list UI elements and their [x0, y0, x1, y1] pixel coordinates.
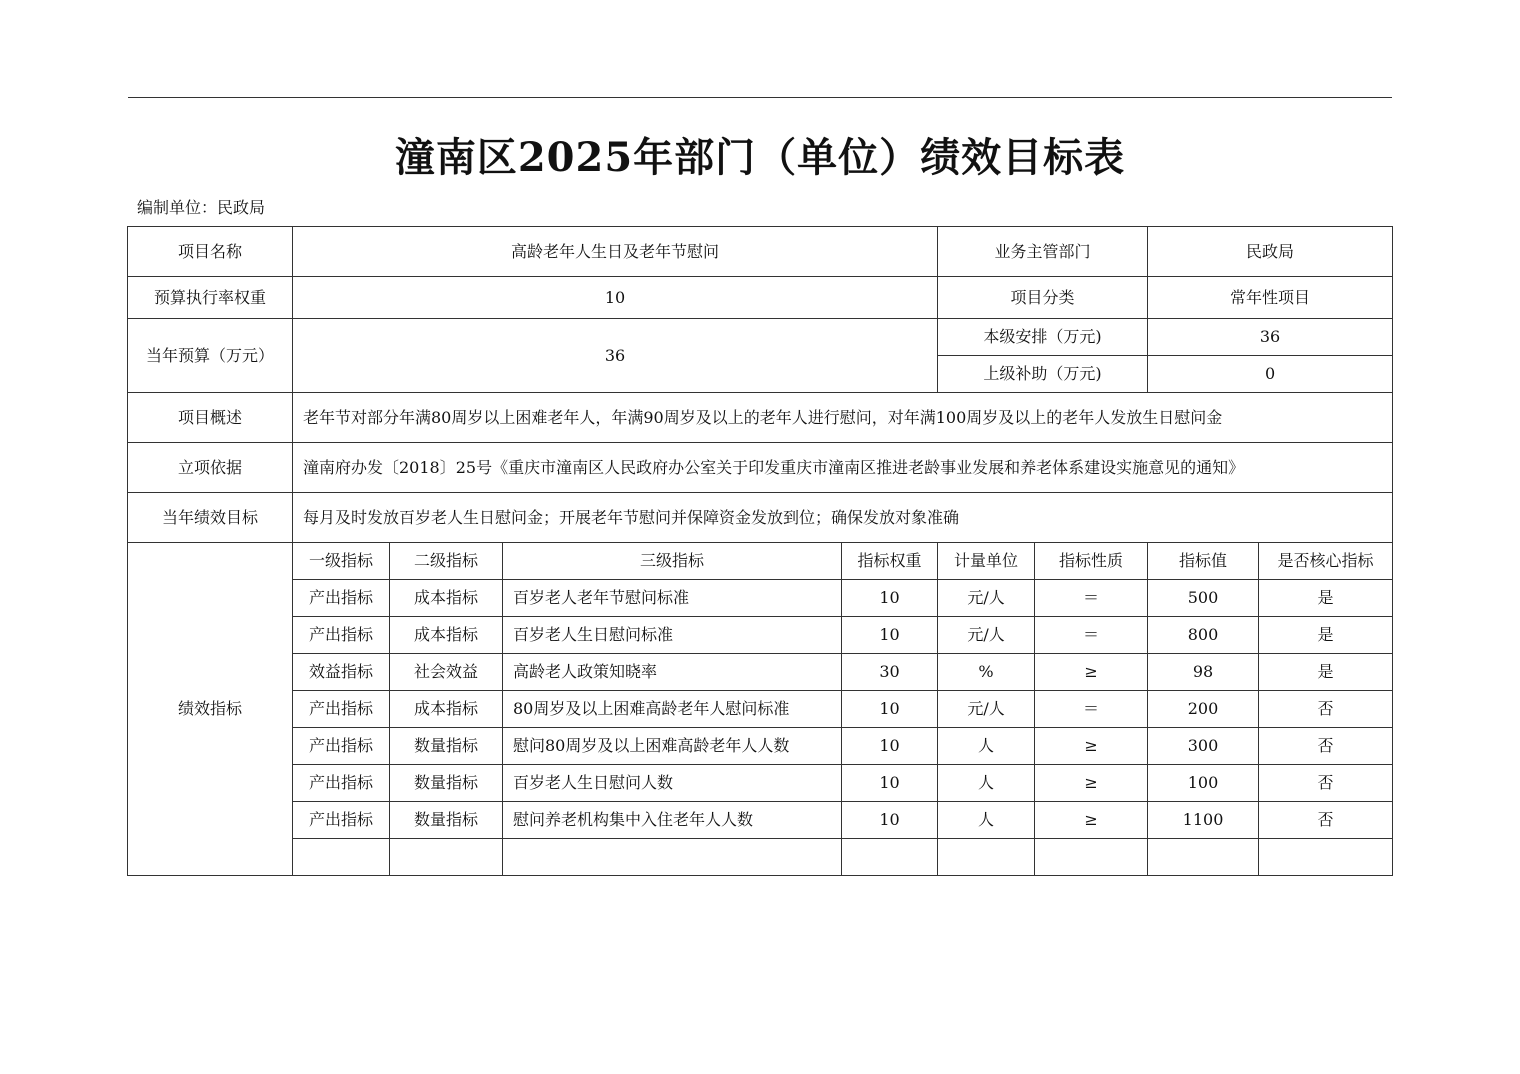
- indicator-nature: ≥: [1035, 728, 1148, 765]
- category-value: 常年性项目: [1148, 277, 1393, 319]
- indicator-row: [128, 802, 1393, 839]
- header-weight: 指标权重: [842, 543, 938, 580]
- indicator-nature: ＝: [1035, 617, 1148, 654]
- indicator-nature: ＝: [1035, 691, 1148, 728]
- indicator-row: [128, 654, 1393, 691]
- indicator-level1: 效益指标: [293, 654, 390, 691]
- indicator-unit: 元/人: [938, 691, 1035, 728]
- indicator-blank-cell: [938, 839, 1035, 876]
- indicator-blank-cell: [1035, 839, 1148, 876]
- indicator-value: 100: [1148, 765, 1259, 802]
- indicator-level2: 成本指标: [390, 617, 503, 654]
- row-project-name: [128, 227, 1393, 277]
- indicator-core: 是: [1259, 580, 1393, 617]
- indicator-level1: 产出指标: [293, 580, 390, 617]
- indicator-blank-cell: [503, 839, 842, 876]
- indicator-weight: 10: [842, 728, 938, 765]
- overview-label: 项目概述: [128, 393, 293, 443]
- indicator-unit: 人: [938, 802, 1035, 839]
- indicator-row: [128, 617, 1393, 654]
- exec-rate-label: 预算执行率权重: [128, 277, 293, 319]
- indicator-row: [128, 691, 1393, 728]
- indicator-value: 1100: [1148, 802, 1259, 839]
- indicator-nature: ≥: [1035, 802, 1148, 839]
- overview-value: 老年节对部分年满80周岁以上困难老年人，年满90周岁及以上的老年人进行慰问，对年满100周岁及以上的老年人发放生日慰问金: [293, 393, 1393, 443]
- goal-label: 当年绩效目标: [128, 493, 293, 543]
- indicator-level3: 慰问80周岁及以上困难高龄老年人人数: [503, 728, 842, 765]
- indicator-core: 是: [1259, 617, 1393, 654]
- header-level3: 三级指标: [503, 543, 842, 580]
- performance-table: [127, 226, 1393, 876]
- indicator-blank-cell: [293, 839, 390, 876]
- indicator-level1: 产出指标: [293, 802, 390, 839]
- indicator-unit: %: [938, 654, 1035, 691]
- upper-value: 0: [1148, 356, 1393, 393]
- indicator-core: 否: [1259, 802, 1393, 839]
- header-rule: [128, 97, 1392, 98]
- basis-label: 立项依据: [128, 443, 293, 493]
- row-goal: [128, 493, 1393, 543]
- indicator-level3: 百岁老人老年节慰问标准: [503, 580, 842, 617]
- row-exec-rate: [128, 277, 1393, 319]
- indicator-row: [128, 580, 1393, 617]
- indicators-section-label: 绩效指标: [128, 543, 293, 876]
- header-unit: 计量单位: [938, 543, 1035, 580]
- indicator-weight: 30: [842, 654, 938, 691]
- indicator-unit: 元/人: [938, 580, 1035, 617]
- project-name-label: 项目名称: [128, 227, 293, 277]
- indicator-level2: 数量指标: [390, 728, 503, 765]
- indicator-blank-cell: [1148, 839, 1259, 876]
- indicator-level3: 高龄老人政策知晓率: [503, 654, 842, 691]
- project-name-value: 高龄老年人生日及老年节慰问: [293, 227, 938, 277]
- row-basis: [128, 443, 1393, 493]
- local-value: 36: [1148, 319, 1393, 356]
- indicator-core: 否: [1259, 691, 1393, 728]
- budget-label: 当年预算（万元）: [128, 319, 293, 393]
- row-overview: [128, 393, 1393, 443]
- indicator-value: 500: [1148, 580, 1259, 617]
- indicator-nature: ＝: [1035, 580, 1148, 617]
- budget-value: 36: [293, 319, 938, 393]
- indicator-nature: ≥: [1035, 765, 1148, 802]
- indicator-core: 否: [1259, 728, 1393, 765]
- dept-value: 民政局: [1148, 227, 1393, 277]
- indicator-blank-cell: [842, 839, 938, 876]
- indicator-blank-cell: [390, 839, 503, 876]
- indicator-weight: 10: [842, 765, 938, 802]
- indicator-level1: 产出指标: [293, 691, 390, 728]
- indicator-row: [128, 765, 1393, 802]
- indicator-weight: 10: [842, 580, 938, 617]
- indicator-unit: 人: [938, 728, 1035, 765]
- indicator-row-blank: [128, 839, 1393, 876]
- header-level2: 二级指标: [390, 543, 503, 580]
- compiling-unit: 编制单位：民政局: [137, 198, 266, 217]
- indicator-value: 98: [1148, 654, 1259, 691]
- indicator-level2: 成本指标: [390, 691, 503, 728]
- local-label: 本级安排（万元): [938, 319, 1148, 356]
- indicator-core: 是: [1259, 654, 1393, 691]
- indicator-weight: 10: [842, 691, 938, 728]
- indicator-unit: 人: [938, 765, 1035, 802]
- indicator-level2: 社会效益: [390, 654, 503, 691]
- basis-value: 潼南府办发〔2018〕25号《重庆市潼南区人民政府办公室关于印发重庆市潼南区推进老龄事业发展和养老体系建设实施意见的通知》: [293, 443, 1393, 493]
- page-title: 潼南区2025年部门（单位）绩效目标表: [394, 134, 1126, 181]
- upper-label: 上级补助（万元): [938, 356, 1148, 393]
- header-nature: 指标性质: [1035, 543, 1148, 580]
- indicator-nature: ≥: [1035, 654, 1148, 691]
- row-budget-local: [128, 319, 1393, 356]
- indicator-row: [128, 728, 1393, 765]
- indicator-value: 800: [1148, 617, 1259, 654]
- category-label: 项目分类: [938, 277, 1148, 319]
- indicator-level2: 成本指标: [390, 580, 503, 617]
- goal-value: 每月及时发放百岁老人生日慰问金；开展老年节慰问并保障资金发放到位；确保发放对象准确: [293, 493, 1393, 543]
- indicator-level2: 数量指标: [390, 765, 503, 802]
- indicator-unit: 元/人: [938, 617, 1035, 654]
- indicator-weight: 10: [842, 802, 938, 839]
- indicator-value: 200: [1148, 691, 1259, 728]
- indicator-level2: 数量指标: [390, 802, 503, 839]
- exec-rate-value: 10: [293, 277, 938, 319]
- header-level1: 一级指标: [293, 543, 390, 580]
- header-value: 指标值: [1148, 543, 1259, 580]
- indicator-level3: 80周岁及以上困难高龄老年人慰问标准: [503, 691, 842, 728]
- indicator-weight: 10: [842, 617, 938, 654]
- indicator-level3: 百岁老人生日慰问标准: [503, 617, 842, 654]
- indicator-core: 否: [1259, 765, 1393, 802]
- indicator-level1: 产出指标: [293, 728, 390, 765]
- indicator-level1: 产出指标: [293, 617, 390, 654]
- indicator-blank-cell: [1259, 839, 1393, 876]
- indicator-header-row: [128, 543, 1393, 580]
- indicator-level1: 产出指标: [293, 765, 390, 802]
- indicator-value: 300: [1148, 728, 1259, 765]
- indicator-level3: 慰问养老机构集中入住老年人人数: [503, 802, 842, 839]
- header-core: 是否核心指标: [1259, 543, 1393, 580]
- dept-label: 业务主管部门: [938, 227, 1148, 277]
- indicator-level3: 百岁老人生日慰问人数: [503, 765, 842, 802]
